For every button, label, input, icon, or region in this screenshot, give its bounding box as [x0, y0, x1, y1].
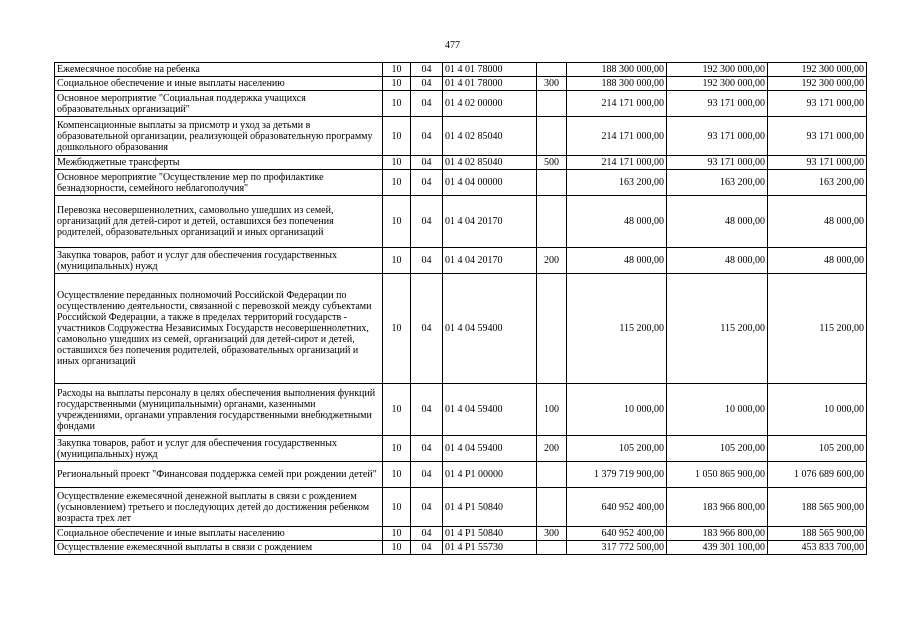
table-row [55, 274, 867, 384]
row-name: Закупка товаров, работ и услуг для обеспечения государственных (муниципальных) нужд [55, 436, 383, 462]
row-amount-1: 188 300 000,00 [567, 63, 667, 77]
table-row [55, 196, 867, 248]
row-expense-type [537, 63, 567, 77]
row-amount-3: 10 000,00 [768, 384, 867, 436]
row-subsection: 04 [411, 462, 443, 488]
table-row [55, 170, 867, 196]
row-amount-2: 183 966 800,00 [667, 488, 768, 527]
table-row [55, 117, 867, 156]
table-row [55, 248, 867, 274]
row-subsection: 04 [411, 117, 443, 156]
row-section: 10 [383, 462, 411, 488]
row-name: Компенсационные выплаты за присмотр и уход за детьми в образовательной организации, реализующей образовательную программу дошкольного образования [55, 117, 383, 156]
row-amount-1: 214 171 000,00 [567, 91, 667, 117]
row-amount-1: 48 000,00 [567, 248, 667, 274]
row-section: 10 [383, 63, 411, 77]
row-target-code: 01 4 04 20170 [443, 248, 537, 274]
row-amount-2: 48 000,00 [667, 196, 768, 248]
row-amount-2: 105 200,00 [667, 436, 768, 462]
table-row [55, 541, 867, 555]
row-amount-2: 93 171 000,00 [667, 117, 768, 156]
row-expense-type: 200 [537, 248, 567, 274]
row-name: Основное мероприятие "Осуществление мер по профилактике безнадзорности, семейного неблагополучия" [55, 170, 383, 196]
row-section: 10 [383, 384, 411, 436]
table-row [55, 384, 867, 436]
table-row [55, 436, 867, 462]
row-subsection: 04 [411, 274, 443, 384]
row-target-code: 01 4 P1 50840 [443, 488, 537, 527]
row-target-code: 01 4 04 59400 [443, 274, 537, 384]
row-name: Региональный проект "Финансовая поддержка семей при рождении детей" [55, 462, 383, 488]
row-expense-type: 300 [537, 77, 567, 91]
row-amount-2: 439 301 100,00 [667, 541, 768, 555]
row-amount-1: 1 379 719 900,00 [567, 462, 667, 488]
row-target-code: 01 4 02 00000 [443, 91, 537, 117]
table-row [55, 91, 867, 117]
row-amount-1: 163 200,00 [567, 170, 667, 196]
row-amount-3: 192 300 000,00 [768, 63, 867, 77]
row-amount-1: 188 300 000,00 [567, 77, 667, 91]
row-name: Ежемесячное пособие на ребенка [55, 63, 383, 77]
row-section: 10 [383, 274, 411, 384]
row-target-code: 01 4 02 85040 [443, 117, 537, 156]
row-subsection: 04 [411, 527, 443, 541]
row-amount-2: 48 000,00 [667, 248, 768, 274]
row-amount-1: 214 171 000,00 [567, 117, 667, 156]
row-name: Основное мероприятие "Социальная поддержка учащихся образовательных организаций" [55, 91, 383, 117]
row-expense-type [537, 91, 567, 117]
row-amount-2: 93 171 000,00 [667, 91, 768, 117]
row-amount-2: 1 050 865 900,00 [667, 462, 768, 488]
row-name: Социальное обеспечение и иные выплаты населению [55, 527, 383, 541]
row-name: Перевозка несовершеннолетних, самовольно ушедших из семей, организаций для детей-сирот и детей, оставшихся без попечения родителей, образовательных организаций и иных организаций [55, 196, 383, 248]
row-expense-type: 500 [537, 156, 567, 170]
row-section: 10 [383, 117, 411, 156]
row-amount-2: 192 300 000,00 [667, 77, 768, 91]
row-amount-1: 115 200,00 [567, 274, 667, 384]
row-amount-1: 105 200,00 [567, 436, 667, 462]
row-expense-type: 200 [537, 436, 567, 462]
row-amount-3: 105 200,00 [768, 436, 867, 462]
row-expense-type [537, 488, 567, 527]
row-subsection: 04 [411, 384, 443, 436]
row-amount-3: 188 565 900,00 [768, 527, 867, 541]
page-number: 477 [445, 40, 460, 51]
row-subsection: 04 [411, 170, 443, 196]
row-amount-2: 115 200,00 [667, 274, 768, 384]
row-section: 10 [383, 156, 411, 170]
table-row [55, 462, 867, 488]
row-expense-type [537, 196, 567, 248]
row-section: 10 [383, 77, 411, 91]
table-row [55, 527, 867, 541]
row-name: Закупка товаров, работ и услуг для обеспечения государственных (муниципальных) нужд [55, 248, 383, 274]
row-target-code: 01 4 04 00000 [443, 170, 537, 196]
row-subsection: 04 [411, 156, 443, 170]
row-target-code: 01 4 P1 50840 [443, 527, 537, 541]
row-expense-type [537, 274, 567, 384]
row-amount-3: 93 171 000,00 [768, 156, 867, 170]
row-target-code: 01 4 01 78000 [443, 77, 537, 91]
row-section: 10 [383, 91, 411, 117]
row-section: 10 [383, 541, 411, 555]
row-amount-3: 48 000,00 [768, 248, 867, 274]
row-amount-3: 188 565 900,00 [768, 488, 867, 527]
row-section: 10 [383, 248, 411, 274]
row-target-code: 01 4 04 20170 [443, 196, 537, 248]
budget-table [54, 62, 867, 555]
row-target-code: 01 4 04 59400 [443, 384, 537, 436]
row-section: 10 [383, 170, 411, 196]
row-amount-1: 640 952 400,00 [567, 488, 667, 527]
row-target-code: 01 4 01 78000 [443, 63, 537, 77]
row-amount-2: 183 966 800,00 [667, 527, 768, 541]
table-row [55, 488, 867, 527]
row-expense-type [537, 541, 567, 555]
row-target-code: 01 4 02 85040 [443, 156, 537, 170]
row-amount-2: 163 200,00 [667, 170, 768, 196]
row-subsection: 04 [411, 248, 443, 274]
row-section: 10 [383, 196, 411, 248]
table-row [55, 63, 867, 77]
table-row [55, 156, 867, 170]
row-target-code: 01 4 04 59400 [443, 436, 537, 462]
row-subsection: 04 [411, 488, 443, 527]
row-amount-2: 10 000,00 [667, 384, 768, 436]
row-amount-1: 317 772 500,00 [567, 541, 667, 555]
row-subsection: 04 [411, 91, 443, 117]
row-amount-1: 214 171 000,00 [567, 156, 667, 170]
row-amount-1: 640 952 400,00 [567, 527, 667, 541]
row-amount-3: 453 833 700,00 [768, 541, 867, 555]
row-name: Расходы на выплаты персоналу в целях обеспечения выполнения функций государственными (муниципальными) органами, казенными учреждениями, органами управления государственными внебюджетными фондами [55, 384, 383, 436]
row-amount-3: 192 300 000,00 [768, 77, 867, 91]
row-subsection: 04 [411, 63, 443, 77]
row-section: 10 [383, 488, 411, 527]
row-expense-type [537, 462, 567, 488]
budget-table-body [55, 63, 867, 555]
row-expense-type [537, 117, 567, 156]
row-amount-1: 10 000,00 [567, 384, 667, 436]
row-target-code: 01 4 P1 55730 [443, 541, 537, 555]
row-target-code: 01 4 P1 00000 [443, 462, 537, 488]
row-subsection: 04 [411, 196, 443, 248]
row-subsection: 04 [411, 541, 443, 555]
row-amount-1: 48 000,00 [567, 196, 667, 248]
row-expense-type: 100 [537, 384, 567, 436]
row-section: 10 [383, 527, 411, 541]
row-subsection: 04 [411, 436, 443, 462]
row-amount-3: 115 200,00 [768, 274, 867, 384]
row-name: Осуществление ежемесячной выплаты в связи с рождением [55, 541, 383, 555]
row-section: 10 [383, 436, 411, 462]
row-amount-2: 93 171 000,00 [667, 156, 768, 170]
row-name: Осуществление ежемесячной денежной выплаты в связи с рождением (усыновлением) третьего и последующих детей до достижения ребенком возраста трех лет [55, 488, 383, 527]
row-expense-type: 300 [537, 527, 567, 541]
row-amount-3: 93 171 000,00 [768, 91, 867, 117]
row-name: Социальное обеспечение и иные выплаты населению [55, 77, 383, 91]
row-amount-3: 93 171 000,00 [768, 117, 867, 156]
row-name: Осуществление переданных полномочий Российской Федерации по осуществлению деятельности, связанной с перевозкой между субъектами Российской Федерации, а также в пределах территорий государств - участников Содружества Независимых Государств несовершеннолетних, самовольно ушедших из семей, организаций для детей-сирот и детей, оставшихся без попечения родителей, образовательных организаций и иных организаций [55, 274, 383, 384]
table-row [55, 77, 867, 91]
row-subsection: 04 [411, 77, 443, 91]
row-amount-3: 163 200,00 [768, 170, 867, 196]
row-amount-3: 1 076 689 600,00 [768, 462, 867, 488]
row-amount-2: 192 300 000,00 [667, 63, 768, 77]
row-expense-type [537, 170, 567, 196]
row-amount-3: 48 000,00 [768, 196, 867, 248]
row-name: Межбюджетные трансферты [55, 156, 383, 170]
